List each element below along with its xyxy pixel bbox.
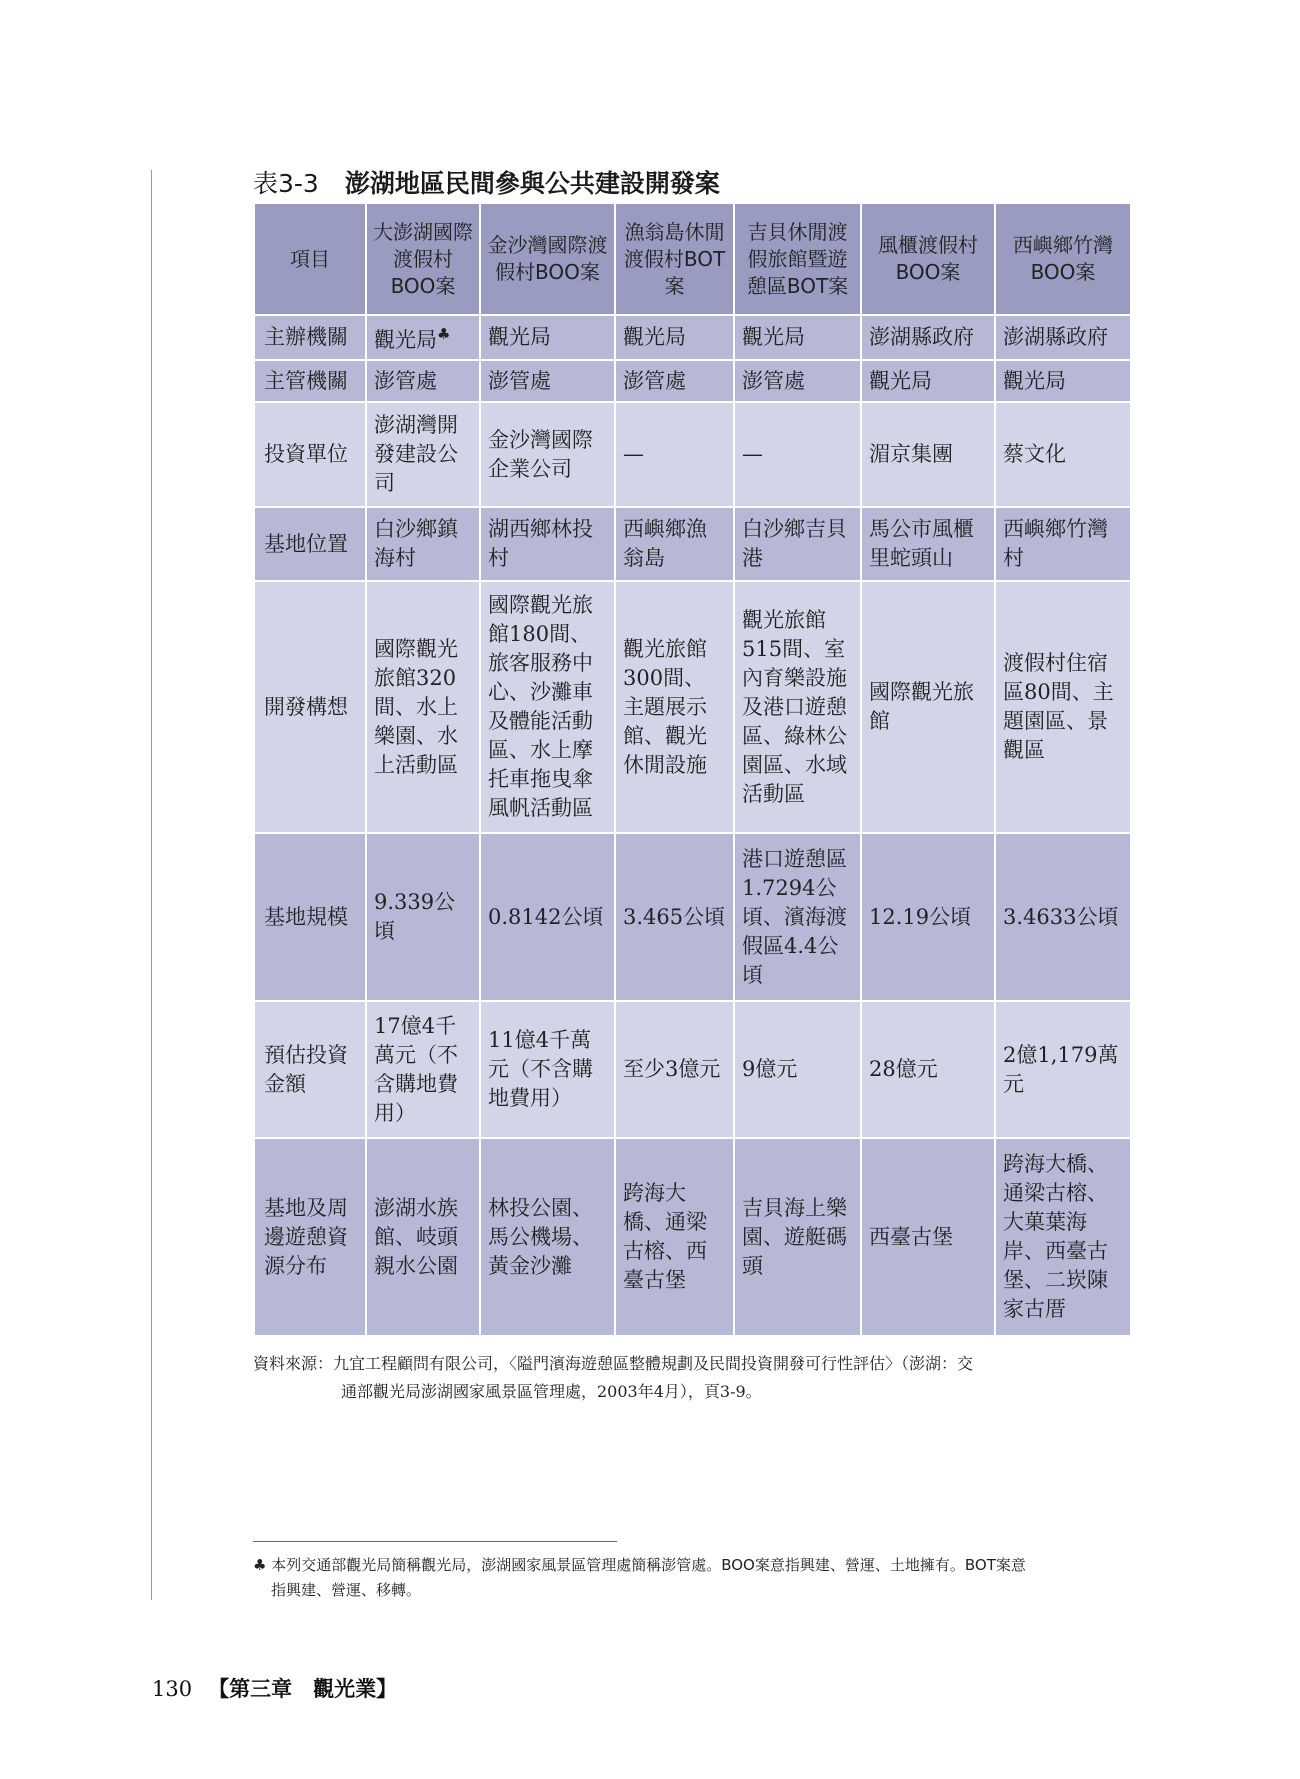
table-cell: 觀光局 (615, 315, 734, 360)
table-row (254, 360, 1131, 402)
page-number: 130 (152, 1677, 193, 1701)
row-label: 開發構想 (254, 581, 366, 833)
source-line: 通部觀光局澎湖國家風景區管理處，2003年4月），頁3-9。 (341, 1382, 762, 1401)
table-cell: 觀光旅館300間、主題展示館、觀光休閒設施 (615, 581, 734, 833)
row-label: 基地規模 (254, 833, 366, 1001)
table-cell: 吉貝海上樂園、遊艇碼頭 (734, 1138, 861, 1336)
table-cell: 澎管處 (615, 360, 734, 402)
table-cell: 國際觀光旅館 (861, 581, 995, 833)
page-footer (152, 1673, 397, 1703)
table-cell: 湄京集團 (861, 402, 995, 507)
footnote-line: ♣ 本列交通部觀光局簡稱觀光局，澎湖國家風景區管理處簡稱澎管處。BOO案意指興建、營運、土地擁有。BOT案意 (253, 1556, 1026, 1574)
row-label: 基地及周邊遊憩資源分布 (254, 1138, 366, 1336)
table-cell: 17億4千萬元（不含購地費用） (366, 1001, 480, 1138)
table-row (254, 1001, 1131, 1138)
table-cell: 港口遊憩區1.7294公頃、濱海渡假區4.4公頃 (734, 833, 861, 1001)
table-cell: 澎湖灣開發建設公司 (366, 402, 480, 507)
table-cell: 國際觀光旅館320間、水上樂園、水上活動區 (366, 581, 480, 833)
footnote-divider (253, 1541, 617, 1542)
table-cell: 觀光局 (861, 360, 995, 402)
column-header: 吉貝休閒渡假旅館暨遊憩區BOT案 (734, 203, 861, 315)
table-row (254, 833, 1131, 1001)
table-cell: 3.465公頃 (615, 833, 734, 1001)
development-table (253, 202, 1132, 1337)
column-header: 風櫃渡假村BOO案 (861, 203, 995, 315)
table-cell: 觀光旅館515間、室內育樂設施及港口遊憩區、綠林公園區、水域活動區 (734, 581, 861, 833)
table-cell: 跨海大橋、通梁古榕、大菓葉海岸、西臺古堡、二崁陳家古厝 (995, 1138, 1131, 1336)
table-cell: 觀光局 (995, 360, 1131, 402)
header-row (254, 203, 1131, 315)
source-note (253, 1350, 1133, 1406)
column-header: 大澎湖國際渡假村BOO案 (366, 203, 480, 315)
table-cell: 白沙鄉鎮海村 (366, 507, 480, 581)
table-cell: 9.339公頃 (366, 833, 480, 1001)
source-line: 資料來源：九宜工程顧問有限公司，〈隘門濱海遊憩區整體規劃及民間投資開發可行性評估〉（澎湖：交 (253, 1354, 974, 1373)
column-header: 金沙灣國際渡假村BOO案 (480, 203, 615, 315)
table-cell: 3.4633公頃 (995, 833, 1131, 1001)
footnote (253, 1553, 1133, 1603)
row-label: 主辦機關 (254, 315, 366, 360)
table-cell: 西嶼鄉漁翁島 (615, 507, 734, 581)
table-cell: — (734, 402, 861, 507)
table-cell: 國際觀光旅館180間、旅客服務中心、沙灘車及體能活動區、水上摩托車拖曳傘風帆活動區 (480, 581, 615, 833)
table-cell: 澎湖水族館、岐頭親水公園 (366, 1138, 480, 1336)
row-label: 基地位置 (254, 507, 366, 581)
table-cell: 至少3億元 (615, 1001, 734, 1138)
table-cell: 12.19公頃 (861, 833, 995, 1001)
table-row (254, 1138, 1131, 1336)
table-cell: 觀光局 (734, 315, 861, 360)
table-cell: 湖西鄉林投村 (480, 507, 615, 581)
table-cell: 林投公園、馬公機場、黃金沙灘 (480, 1138, 615, 1336)
table-title-text: 澎湖地區民間參與公共建設開發案 (344, 169, 720, 198)
table-cell: 金沙灣國際企業公司 (480, 402, 615, 507)
table-cell: 澎管處 (366, 360, 480, 402)
table-row (254, 581, 1131, 833)
table-cell: 西臺古堡 (861, 1138, 995, 1336)
club-footnote-icon: ♣ (437, 325, 451, 343)
table-cell: 渡假村住宿區80間、主題園區、景觀區 (995, 581, 1131, 833)
table-row (254, 402, 1131, 507)
table-title (253, 164, 720, 200)
table-cell: 2億1,179萬元 (995, 1001, 1131, 1138)
table-cell (366, 315, 480, 360)
row-label: 投資單位 (254, 402, 366, 507)
table-row (254, 315, 1131, 360)
table-row (254, 507, 1131, 581)
footnote-line: 指興建、營運、移轉。 (271, 1581, 422, 1599)
table-cell: 澎管處 (480, 360, 615, 402)
cell-text: 觀光局 (374, 328, 437, 352)
table-number: 表3-3 (253, 169, 319, 198)
column-header: 漁翁島休閒渡假村BOT案 (615, 203, 734, 315)
column-header: 西嶼鄉竹灣BOO案 (995, 203, 1131, 315)
table-cell: — (615, 402, 734, 507)
table-cell: 澎湖縣政府 (995, 315, 1131, 360)
table-cell: 馬公市風櫃里蛇頭山 (861, 507, 995, 581)
table-cell: 11億4千萬元（不含購地費用） (480, 1001, 615, 1138)
column-header: 項目 (254, 203, 366, 315)
row-label: 主管機關 (254, 360, 366, 402)
chapter-label: 【第三章 觀光業】 (208, 1676, 398, 1701)
table-cell: 9億元 (734, 1001, 861, 1138)
margin-rule (151, 170, 152, 1600)
table-cell: 白沙鄉吉貝港 (734, 507, 861, 581)
table-cell: 跨海大橋、通梁古榕、西臺古堡 (615, 1138, 734, 1336)
table-cell: 28億元 (861, 1001, 995, 1138)
table-cell: 觀光局 (480, 315, 615, 360)
table-cell: 西嶼鄉竹灣村 (995, 507, 1131, 581)
table-cell: 0.8142公頃 (480, 833, 615, 1001)
table-cell: 蔡文化 (995, 402, 1131, 507)
table-cell: 澎湖縣政府 (861, 315, 995, 360)
row-label: 預估投資金額 (254, 1001, 366, 1138)
table-cell: 澎管處 (734, 360, 861, 402)
